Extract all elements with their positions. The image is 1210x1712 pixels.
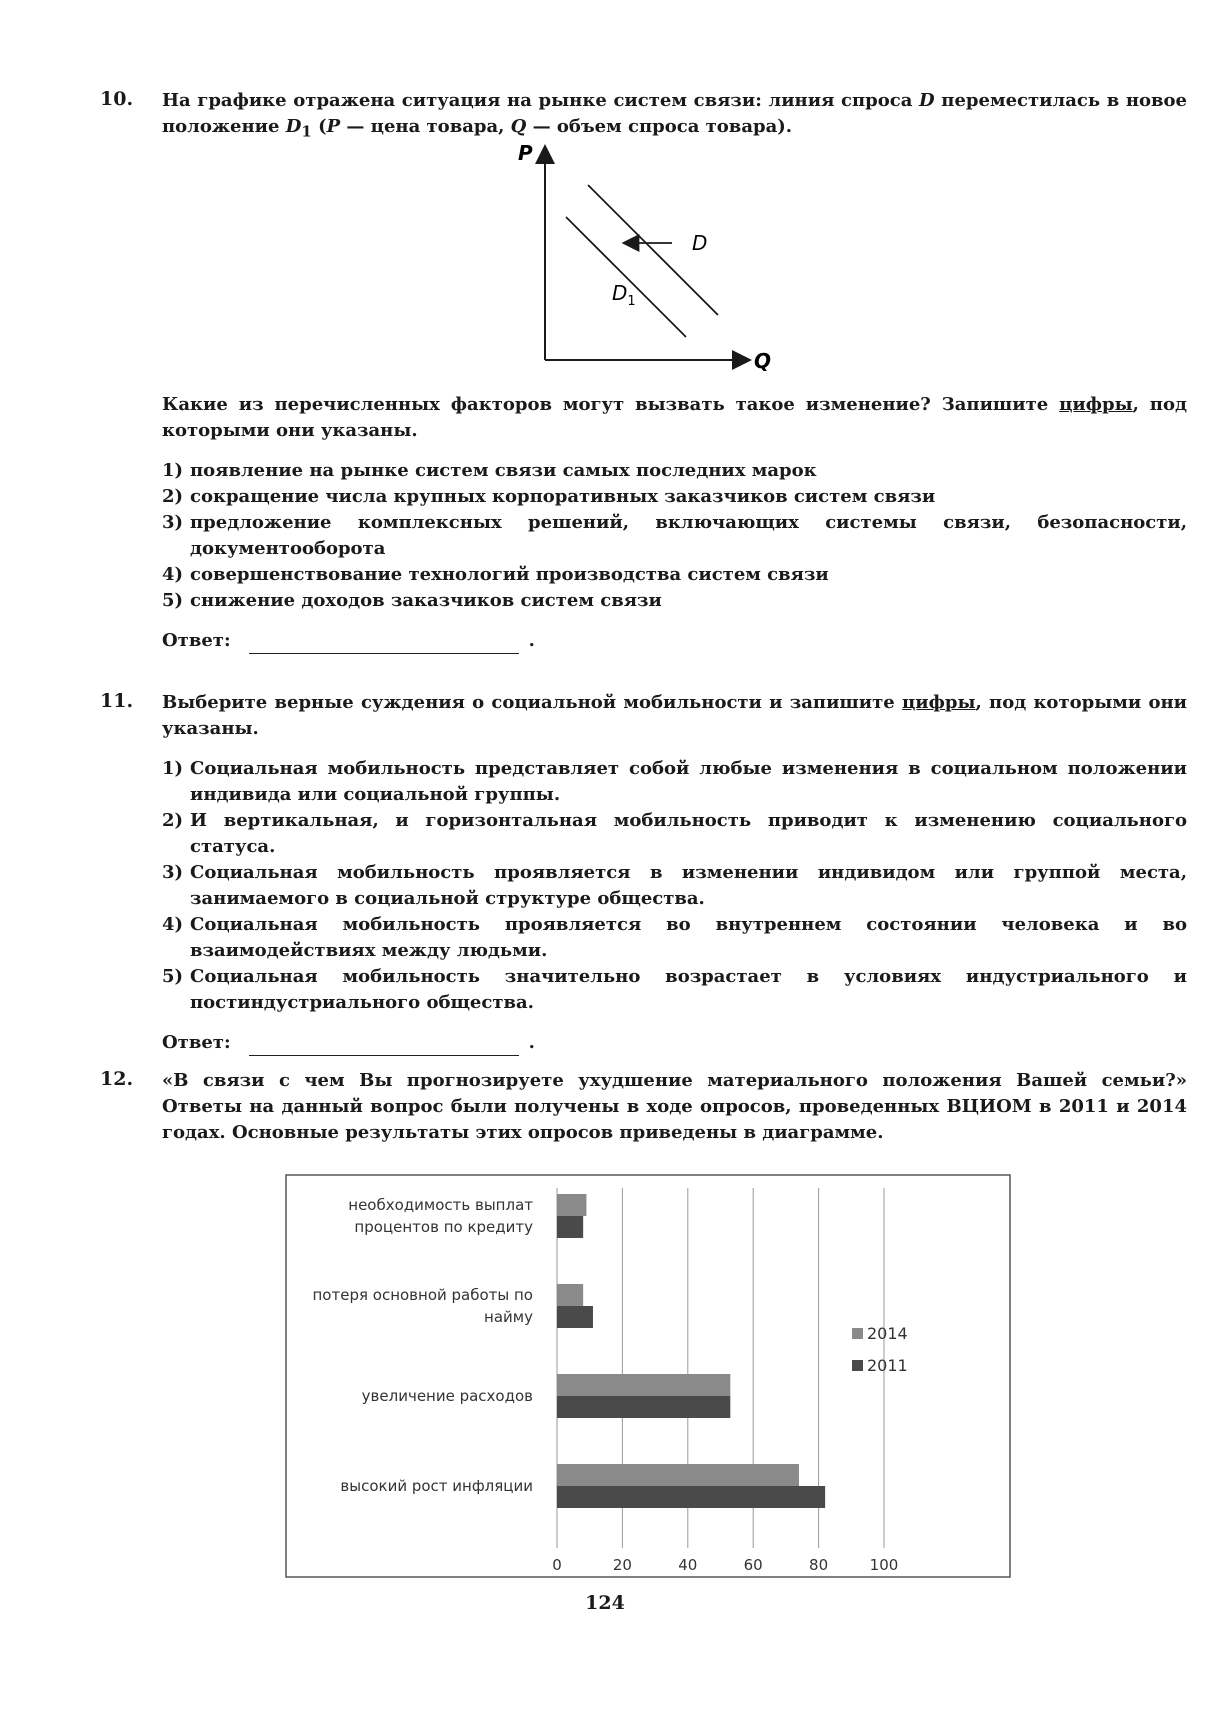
category-label: найму: [484, 1308, 533, 1326]
x-tick-label: 20: [612, 1556, 632, 1574]
x-tick-label: 100: [869, 1556, 899, 1574]
answer-field[interactable]: [249, 633, 519, 654]
option-item: 5) снижение доходов заказчиков систем связи: [162, 590, 662, 611]
page-number: 124: [585, 1592, 625, 1614]
option-item: 3) предложение комплексных решений, включающих системы связи, безопасности, документооборота: [162, 512, 1187, 559]
bar: [557, 1464, 799, 1486]
legend-swatch: [852, 1328, 863, 1339]
answer-field[interactable]: [249, 1035, 519, 1056]
bar: [557, 1216, 583, 1238]
category-label: высокий рост инфляции: [340, 1477, 533, 1495]
task-number: 11.: [100, 690, 134, 712]
x-tick-label: 60: [743, 1556, 763, 1574]
legend-label: 2011: [867, 1356, 908, 1375]
answer-label: Ответ:: [162, 1032, 231, 1053]
label-d1: $D_1$: [612, 281, 636, 309]
category-label: процентов по кредиту: [354, 1218, 533, 1236]
category-label: необходимость выплат: [348, 1196, 533, 1214]
category-label: увеличение расходов: [361, 1387, 533, 1405]
answer-label: Ответ:: [162, 630, 231, 651]
x-tick-label: 80: [809, 1556, 829, 1574]
bar: [557, 1396, 730, 1418]
bar: [557, 1194, 586, 1216]
option-item: 1) появление на рынке систем связи самых последних марок: [162, 460, 817, 481]
option-item: 2) сокращение числа крупных корпоративных заказчиков систем связи: [162, 486, 936, 507]
axis-label-q: Q: [754, 349, 772, 373]
demand-shift-graph: [500, 140, 780, 380]
label-d: D: [692, 231, 708, 255]
x-tick-label: 40: [678, 1556, 698, 1574]
answer-row: Ответ: .: [162, 1030, 1187, 1056]
bar: [557, 1306, 593, 1328]
legend-swatch: [852, 1360, 863, 1371]
bar: [557, 1374, 730, 1396]
option-item: 4) совершенствование технологий производства систем связи: [162, 564, 829, 585]
answer-row: Ответ: .: [162, 628, 1187, 654]
option-item: 4) Социальная мобильность проявляется во внутреннем состоянии человека и во взаимодействиях между людьми.: [162, 914, 1187, 961]
demand-line-d1: [566, 217, 686, 337]
bar: [557, 1284, 583, 1306]
option-item: 5) Социальная мобильность значительно возрастает в условиях индустриального и постиндустриального общества.: [162, 966, 1187, 1013]
legend-label: 2014: [867, 1324, 908, 1343]
task-number: 12.: [100, 1068, 134, 1090]
option-item: 1) Социальная мобильность представляет собой любые изменения в социальном положении индивида или социальной группы.: [162, 758, 1187, 805]
task-number: 10.: [100, 88, 134, 110]
bar: [557, 1486, 825, 1508]
task-body: [162, 88, 1187, 145]
category-label: потеря основной работы по: [312, 1286, 533, 1304]
task-question: Какие из перечисленных факторов могут вызвать такое изменение? Запишите цифры, под которыми они указаны.: [162, 394, 1187, 441]
option-item: 2) И вертикальная, и горизонтальная мобильность приводит к изменению социального статуса.: [162, 810, 1187, 857]
option-item: 3) Социальная мобильность проявляется в изменении индивидом или группой места, занимаемого в социальной структуре общества.: [162, 862, 1187, 909]
task-intro: На графике отражена ситуация на рынке систем связи: линия спроса D переместилась в новое положение $D_1$ (P — цена товара, Q — объем спроса товара).: [162, 90, 1188, 141]
bar-chart: [285, 1174, 1011, 1578]
task-text: «В связи с чем Вы прогнозируете ухудшение материального положения Вашей семьи?» Ответы на данный вопрос были получены в ходе опросов, проведенных ВЦИОМ в 2011 и 2014 годах. Основные результаты этих опросов приведены в диаграмме.: [162, 1070, 1187, 1143]
option-list: [162, 756, 1187, 1016]
x-tick-label: 0: [552, 1556, 562, 1574]
option-list: [162, 458, 1187, 614]
task-question: Выберите верные суждения о социальной мобильности и запишите цифры, под которыми они указаны.: [162, 692, 1187, 739]
axis-label-p: P: [518, 141, 533, 165]
